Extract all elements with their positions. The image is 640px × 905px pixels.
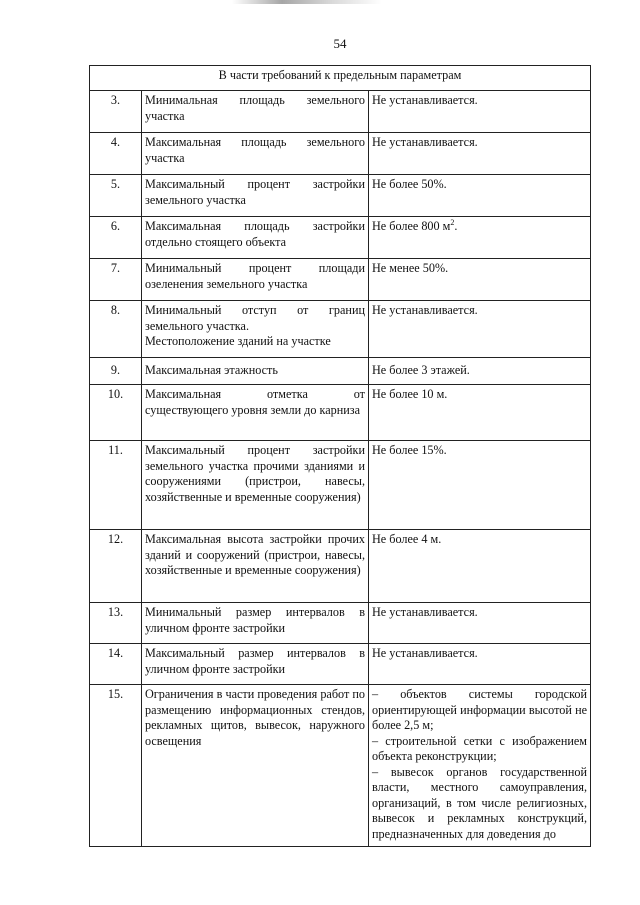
value-cell: Не устанавливается.	[369, 91, 591, 133]
value-cell: Не устанавливается.	[369, 603, 591, 644]
table-row	[90, 603, 591, 644]
scan-artifact	[232, 0, 382, 4]
list-item: – вывесок органов государственной власти, местного самоуправления, организаций, в том числе религиозных, вывесок и рекламных конструкций, предназначенных для доведения до	[372, 764, 588, 841]
value-cell	[369, 217, 591, 259]
section-title: В части требований к предельным параметрам	[90, 66, 591, 91]
page-number: 54	[333, 36, 347, 51]
list-item: – строительной сетки с изображением объекта реконструкции;	[372, 733, 588, 763]
row-number: 6.	[90, 217, 142, 259]
parameter-cell: Максимальный процент застройки земельного участка	[142, 175, 369, 217]
value-cell: Не устанавливается.	[369, 644, 591, 685]
value-cell: Не более 10 м.	[369, 385, 591, 441]
parameter-cell: Максимальная площадь земельного участка	[142, 133, 369, 175]
table-row	[90, 385, 591, 441]
table-row	[90, 259, 591, 301]
row-number: 13.	[90, 603, 142, 644]
parameter-line: Минимальный отступ от границ земельного участка.	[145, 303, 365, 333]
parameter-cell: Максимальная этажность	[142, 358, 369, 385]
value-cell: Не устанавливается.	[369, 133, 591, 175]
parameter-cell: Максимальная площадь застройки отдельно стоящего объекта	[142, 217, 369, 259]
row-number: 3.	[90, 91, 142, 133]
table-row	[90, 644, 591, 685]
table-row	[90, 530, 591, 603]
row-number: 14.	[90, 644, 142, 685]
table-row	[90, 133, 591, 175]
value-tail: .	[454, 219, 458, 233]
parameter-cell: Максимальная высота застройки прочих зданий и сооружений (пристрои, навесы, хозяйственные и временные сооружения)	[142, 530, 369, 603]
value-cell: Не устанавливается.	[369, 301, 591, 358]
value-cell	[369, 685, 591, 847]
value-cell: Не более 3 этажей.	[369, 358, 591, 385]
unit-superscript: 2	[450, 217, 455, 227]
table-row	[90, 175, 591, 217]
parameter-cell: Минимальная площадь земельного участка	[142, 91, 369, 133]
table-row	[90, 301, 591, 358]
row-number: 4.	[90, 133, 142, 175]
value-text: Не более 800 м	[372, 219, 451, 233]
row-number: 12.	[90, 530, 142, 603]
value-cell: Не менее 50%.	[369, 259, 591, 301]
parameter-cell: Минимальный размер интервалов в уличном фронте застройки	[142, 603, 369, 644]
row-number: 11.	[90, 441, 142, 530]
list-item: – объектов системы городской ориентирующей информации высотой не более 2,5 м;	[372, 687, 588, 732]
table-row	[90, 685, 591, 847]
row-number: 5.	[90, 175, 142, 217]
parameter-cell	[142, 301, 369, 358]
value-cell: Не более 15%.	[369, 441, 591, 530]
parameter-cell: Максимальный размер интервалов в уличном фронте застройки	[142, 644, 369, 685]
table-row	[90, 358, 591, 385]
row-number: 7.	[90, 259, 142, 301]
value-cell: Не более 50%.	[369, 175, 591, 217]
parameter-line: Местоположение зданий на участке	[145, 334, 331, 348]
row-number: 10.	[90, 385, 142, 441]
parameter-cell: Ограничения в части проведения работ по размещению информационных стендов, рекламных щитов, вывесок, наружного освещения	[142, 685, 369, 847]
parameter-cell: Максимальный процент застройки земельного участка прочими зданиями и сооружениями (пристрои, навесы, хозяйственные и временные сооружения)	[142, 441, 369, 530]
parameter-cell: Минимальный процент площади озеленения земельного участка	[142, 259, 369, 301]
row-number: 15.	[90, 685, 142, 847]
section-header-row	[90, 66, 591, 91]
table-row	[90, 91, 591, 133]
row-number: 9.	[90, 358, 142, 385]
parameter-cell: Максимальная отметка от существующего уровня земли до карниза	[142, 385, 369, 441]
table-row	[90, 217, 591, 259]
requirements-table	[89, 65, 591, 847]
value-cell: Не более 4 м.	[369, 530, 591, 603]
table-row	[90, 441, 591, 530]
row-number: 8.	[90, 301, 142, 358]
